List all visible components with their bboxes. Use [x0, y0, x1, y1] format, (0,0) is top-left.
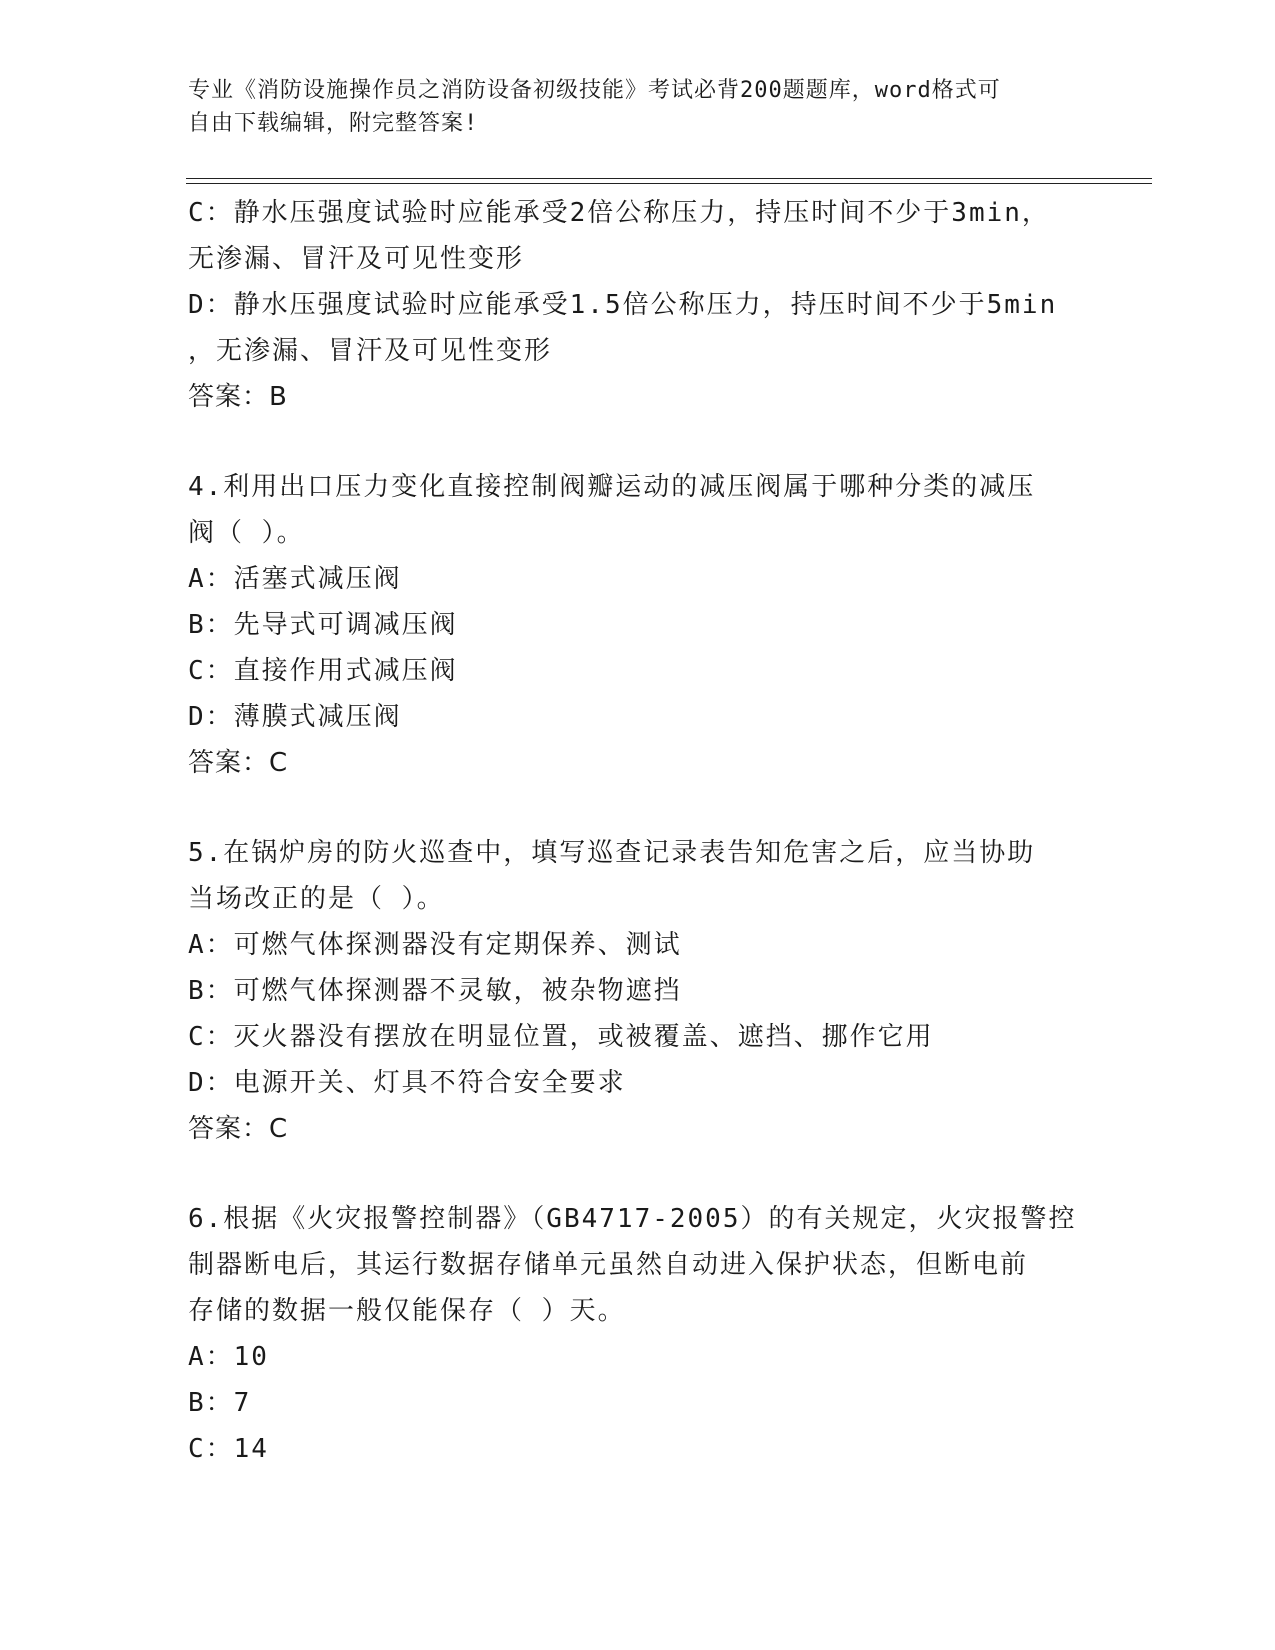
q5-stem-line-2: 当场改正的是（ ）。	[188, 884, 445, 914]
header-divider-top	[186, 178, 1152, 179]
header-line-1: 专业《消防设施操作员之消防设备初级技能》考试必背200题题库，word格式可	[188, 78, 1001, 103]
q5-answer: 答案：C	[188, 1114, 289, 1144]
q3-option-d-line-2: ，无渗漏、冒汗及可见性变形	[188, 336, 553, 366]
spacer	[188, 420, 1088, 464]
q6-option-c: C：14	[188, 1434, 269, 1464]
q3-option-d-line-1: D：静水压强度试验时应能承受1.5倍公称压力，持压时间不少于5min	[188, 290, 1058, 320]
q5-option-b: B：可燃气体探测器不灵敏，被杂物遮挡	[188, 976, 682, 1006]
q4-stem-line-2: 阀（ ）。	[188, 518, 305, 548]
q3-option-c-line-1: C：静水压强度试验时应能承受2倍公称压力，持压时间不少于3min，	[188, 198, 1050, 228]
q6-option-a: A：10	[188, 1342, 269, 1372]
question-5	[188, 830, 1088, 1152]
q5-stem-line-1: 5.在锅炉房的防火巡查中，填写巡查记录表告知危害之后，应当协助	[188, 838, 1036, 868]
question-4	[188, 464, 1088, 786]
q4-answer: 答案：C	[188, 748, 289, 778]
spacer	[188, 786, 1088, 830]
q3-option-c-line-2: 无渗漏、冒汗及可见性变形	[188, 244, 525, 274]
q5-option-a: A：可燃气体探测器没有定期保养、测试	[188, 930, 682, 960]
q4-stem-line-1: 4.利用出口压力变化直接控制阀瓣运动的减压阀属于哪种分类的减压	[188, 472, 1036, 502]
document-header	[188, 74, 1088, 140]
q4-option-c: C：直接作用式减压阀	[188, 656, 458, 686]
header-line-2: 自由下载编辑，附完整答案!	[188, 111, 479, 136]
q4-option-d: D：薄膜式减压阀	[188, 702, 402, 732]
q5-option-d: D：电源开关、灯具不符合安全要求	[188, 1068, 626, 1098]
question-list	[188, 190, 1088, 1472]
q6-option-b: B：7	[188, 1388, 252, 1418]
q6-stem-line-2: 制器断电后，其运行数据存储单元虽然自动进入保护状态，但断电前	[188, 1250, 1029, 1280]
question-3-fragment	[188, 190, 1088, 420]
q4-option-b: B：先导式可调减压阀	[188, 610, 458, 640]
q6-stem-line-1: 6.根据《火灾报警控制器》（GB4717-2005）的有关规定，火灾报警控	[188, 1204, 1077, 1234]
question-6	[188, 1196, 1088, 1472]
q3-answer: 答案：B	[188, 382, 288, 412]
q4-option-a: A：活塞式减压阀	[188, 564, 402, 594]
q6-stem-line-3: 存储的数据一般仅能保存（ ）天。	[188, 1296, 626, 1326]
spacer	[188, 1152, 1088, 1196]
header-divider-bottom	[186, 183, 1152, 184]
q5-option-c: C：灭火器没有摆放在明显位置，或被覆盖、遮挡、挪作它用	[188, 1022, 934, 1052]
